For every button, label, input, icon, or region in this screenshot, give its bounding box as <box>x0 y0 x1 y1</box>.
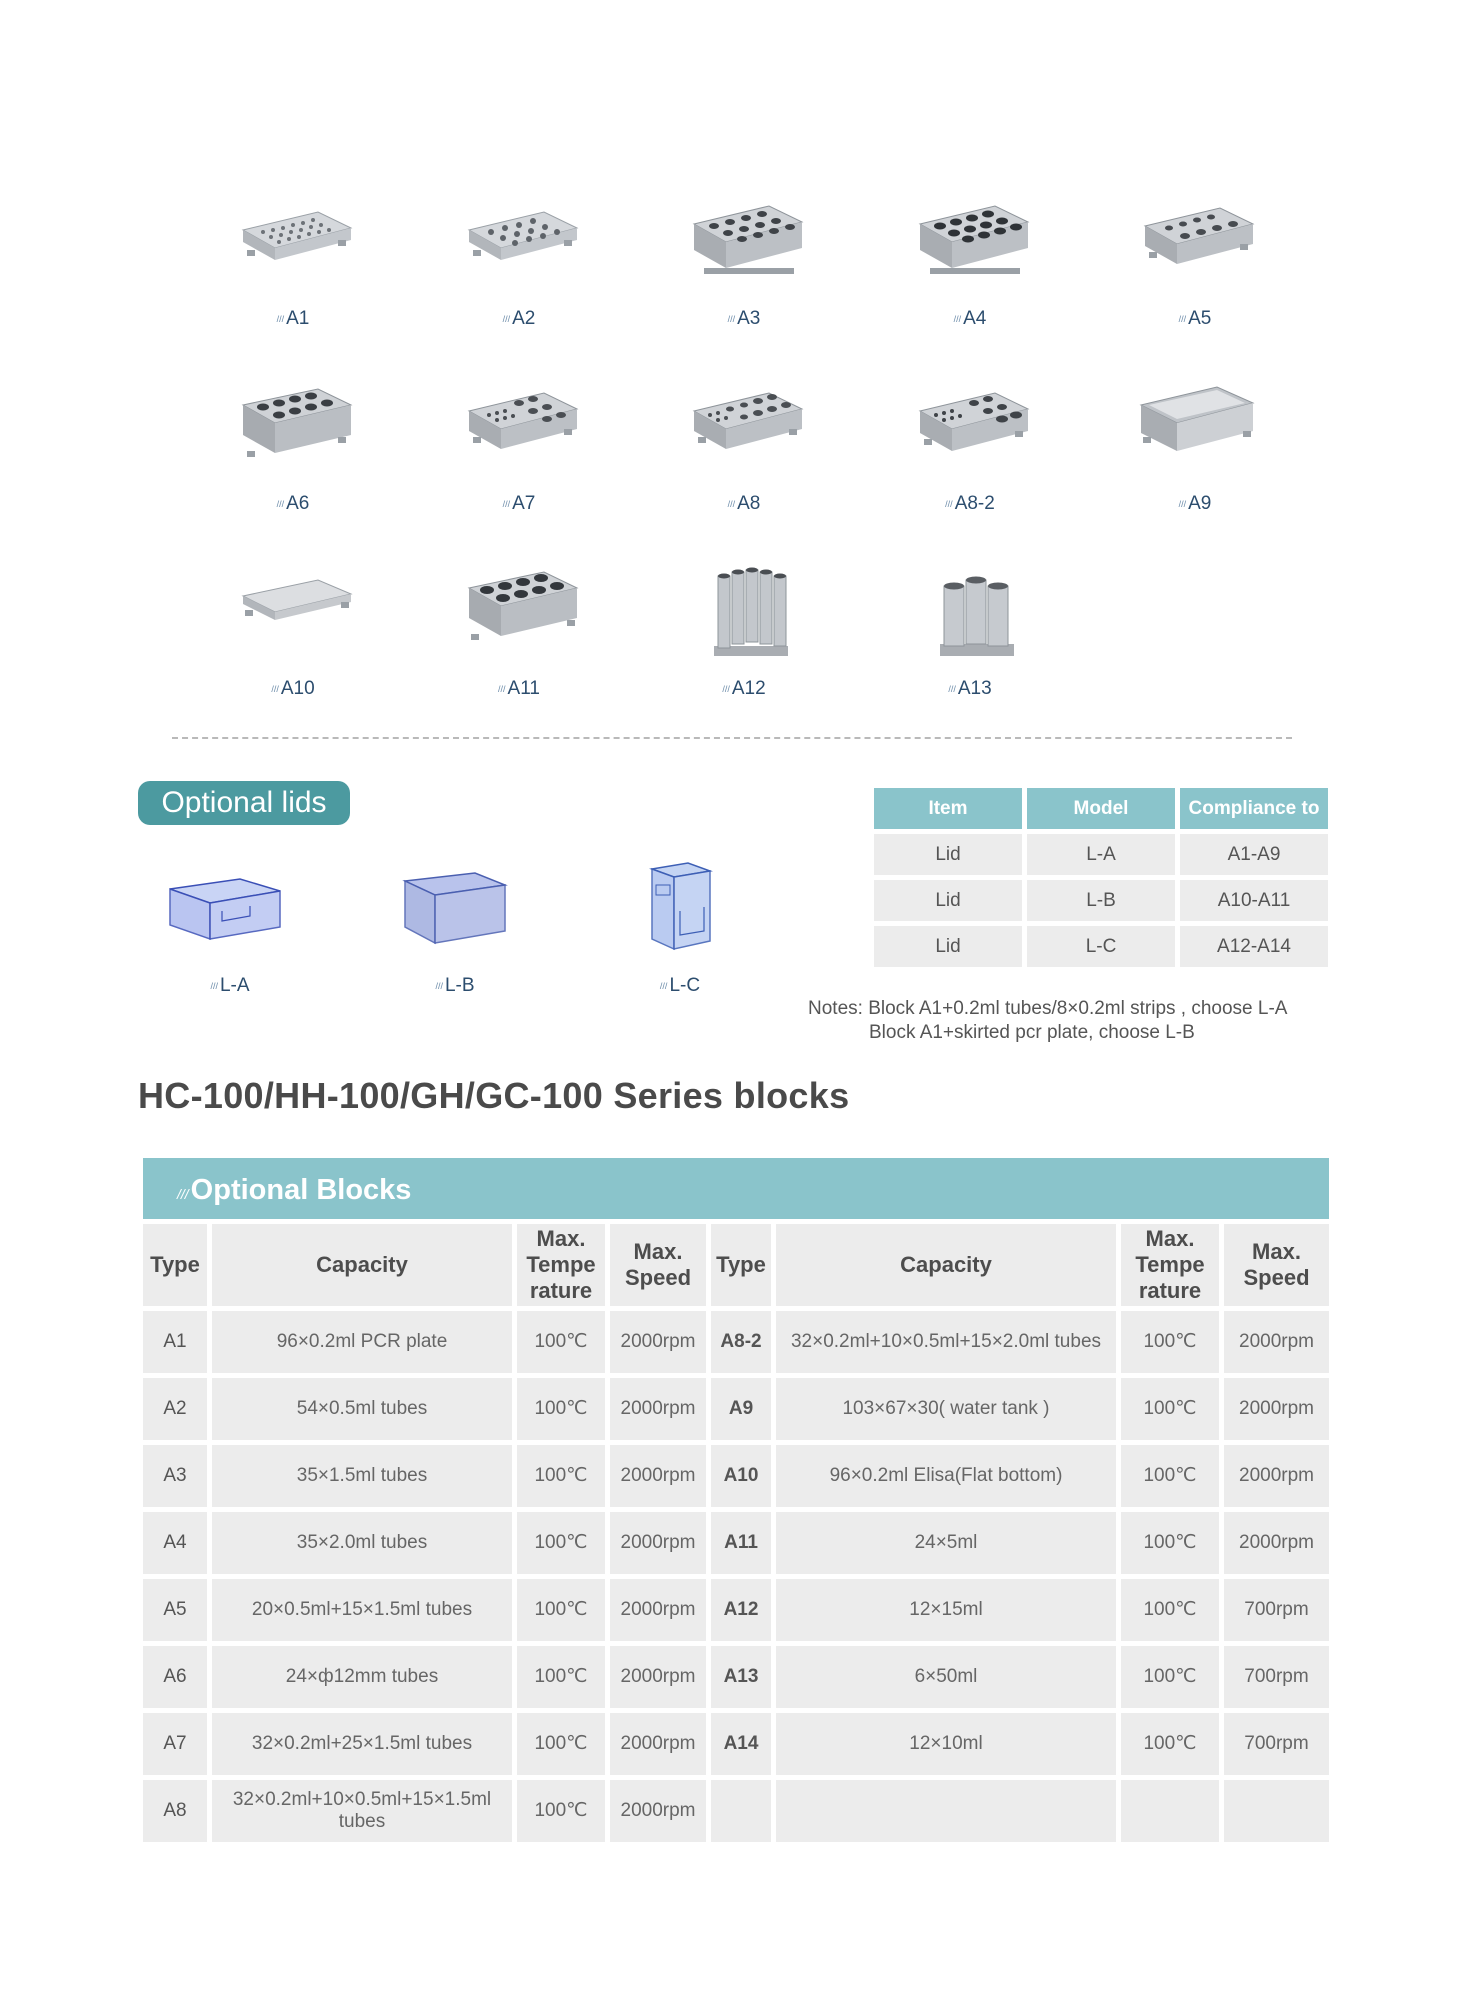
header-capacity: Capacity <box>212 1224 512 1306</box>
clear-lid-low-icon <box>160 855 290 965</box>
heating-block-combo-3-icon <box>900 375 1040 485</box>
table-cell-speed: 2000rpm <box>610 1311 706 1373</box>
table-cell-capacity: 32×0.2ml+10×0.5ml+15×1.5ml tubes <box>212 1780 512 1842</box>
table-cell-temp: 100℃ <box>1121 1579 1219 1641</box>
table-cell-temp: 100℃ <box>517 1713 605 1775</box>
lid-table-header-compliance: Compliance to <box>1180 788 1328 829</box>
optional-lids-heading: Optional lids <box>138 781 350 825</box>
table-cell-speed: 2000rpm <box>610 1579 706 1641</box>
table-cell-temp: 100℃ <box>517 1780 605 1842</box>
block-label: /// A8-2 <box>945 493 995 514</box>
optional-blocks-banner <box>143 1158 1329 1219</box>
block-label: /// A1 <box>276 308 310 329</box>
lid-item-l-a <box>140 855 320 1005</box>
optional-blocks-title: ///Optional Blocks <box>177 1174 412 1206</box>
table-cell-capacity: 32×0.2ml+25×1.5ml tubes <box>212 1713 512 1775</box>
lid-table-cell: Lid <box>874 880 1022 921</box>
table-cell-type: A5 <box>143 1579 207 1641</box>
block-item-a3 <box>664 190 824 330</box>
table-cell-speed: 2000rpm <box>610 1646 706 1708</box>
tall-tube-block-15ml-icon <box>674 560 814 670</box>
table-cell-capacity: 96×0.2ml PCR plate <box>212 1311 512 1373</box>
table-cell-temp: 100℃ <box>1121 1713 1219 1775</box>
flat-block-icon <box>223 560 363 670</box>
table-cell-temp: 100℃ <box>1121 1646 1219 1708</box>
header-type: Type <box>711 1224 771 1306</box>
block-label: /// A12 <box>722 678 766 699</box>
table-cell-type: A1 <box>143 1311 207 1373</box>
block-label: /// A11 <box>498 678 540 699</box>
lid-label: /// L-A <box>210 975 250 996</box>
heating-block-35-tube-2ml-icon <box>900 190 1040 300</box>
lid-item-l-c <box>590 855 770 1005</box>
block-label: /// A4 <box>953 308 987 329</box>
table-cell-temp: 100℃ <box>517 1311 605 1373</box>
lid-table-cell: L-C <box>1027 926 1175 967</box>
table-cell-speed: 2000rpm <box>1224 1311 1329 1373</box>
table-cell-speed: 2000rpm <box>610 1512 706 1574</box>
block-item-a12 <box>664 560 824 700</box>
table-cell-capacity: 6×50ml <box>776 1646 1116 1708</box>
lid-table-cell: L-B <box>1027 880 1175 921</box>
table-cell-capacity: 12×15ml <box>776 1579 1116 1641</box>
table-cell-temp: 100℃ <box>517 1579 605 1641</box>
table-cell-speed: 2000rpm <box>1224 1512 1329 1574</box>
lid-label: /// L-B <box>435 975 475 996</box>
heating-block-5ml-icon <box>449 560 589 670</box>
table-cell-speed <box>1224 1780 1329 1842</box>
table-cell-type: A2 <box>143 1378 207 1440</box>
table-cell-capacity: 96×0.2ml Elisa(Flat bottom) <box>776 1445 1116 1507</box>
table-cell-temp <box>1121 1780 1219 1842</box>
block-item-a10 <box>213 560 373 700</box>
table-cell-temp: 100℃ <box>517 1512 605 1574</box>
lid-table-cell: Lid <box>874 834 1022 875</box>
header-max-speed: Max. Speed <box>1224 1224 1329 1306</box>
table-cell-capacity: 103×67×30( water tank ) <box>776 1378 1116 1440</box>
block-item-a13 <box>890 560 1050 700</box>
table-cell-speed: 2000rpm <box>610 1378 706 1440</box>
clear-lid-high-icon <box>385 855 515 965</box>
header-max-temperature: Max. Tempe rature <box>517 1224 605 1306</box>
heating-block-35-tube-icon <box>674 190 814 300</box>
table-cell-temp: 100℃ <box>517 1646 605 1708</box>
table-cell-temp: 100℃ <box>1121 1311 1219 1373</box>
table-cell-capacity: 24×5ml <box>776 1512 1116 1574</box>
table-cell-type: A7 <box>143 1713 207 1775</box>
table-cell-capacity <box>776 1780 1116 1842</box>
table-cell-temp: 100℃ <box>517 1445 605 1507</box>
lid-table-cell: A1-A9 <box>1180 834 1328 875</box>
table-cell-type: A13 <box>711 1646 771 1708</box>
table-cell-type: A3 <box>143 1445 207 1507</box>
header-max-temperature: Max. Tempe rature <box>1121 1224 1219 1306</box>
block-item-a6 <box>213 375 373 515</box>
block-label: /// A3 <box>727 308 761 329</box>
block-label: /// A13 <box>948 678 992 699</box>
block-item-a11 <box>439 560 599 700</box>
lid-notes <box>808 997 1287 1045</box>
table-cell-capacity: 35×1.5ml tubes <box>212 1445 512 1507</box>
table-cell-type: A12 <box>711 1579 771 1641</box>
table-cell-type: A10 <box>711 1445 771 1507</box>
block-item-a8 <box>664 375 824 515</box>
header-capacity: Capacity <box>776 1224 1116 1306</box>
lid-table-cell: A12-A14 <box>1180 926 1328 967</box>
block-label: /// A5 <box>1178 308 1212 329</box>
table-cell-speed: 700rpm <box>1224 1713 1329 1775</box>
block-item-a2 <box>439 190 599 330</box>
series-title: HC-100/HH-100/GH/GC-100 Series blocks <box>138 1075 850 1116</box>
table-cell-speed: 2000rpm <box>610 1780 706 1842</box>
table-cell-speed: 2000rpm <box>1224 1378 1329 1440</box>
block-item-a9 <box>1115 375 1275 515</box>
table-cell-capacity: 24×ф12mm tubes <box>212 1646 512 1708</box>
table-cell-type: A4 <box>143 1512 207 1574</box>
table-cell-speed: 2000rpm <box>610 1445 706 1507</box>
table-cell-capacity: 12×10ml <box>776 1713 1116 1775</box>
block-label: /// A9 <box>1178 493 1212 514</box>
tall-tube-block-50ml-icon <box>900 560 1040 670</box>
table-cell-capacity: 54×0.5ml tubes <box>212 1378 512 1440</box>
table-cell-temp: 100℃ <box>517 1378 605 1440</box>
block-label: /// A10 <box>271 678 315 699</box>
table-cell-speed: 2000rpm <box>610 1713 706 1775</box>
table-cell-capacity: 32×0.2ml+10×0.5ml+15×2.0ml tubes <box>776 1311 1116 1373</box>
heating-block-mixed-tube-icon <box>1125 190 1265 300</box>
table-cell-speed: 2000rpm <box>1224 1445 1329 1507</box>
block-label: /// A8 <box>727 493 761 514</box>
block-item-a5 <box>1115 190 1275 330</box>
table-cell-type: A11 <box>711 1512 771 1574</box>
table-cell-type: A9 <box>711 1378 771 1440</box>
table-cell-temp: 100℃ <box>1121 1445 1219 1507</box>
header-max-speed: Max. Speed <box>610 1224 706 1306</box>
table-cell-capacity: 20×0.5ml+15×1.5ml tubes <box>212 1579 512 1641</box>
heating-block-54-tube-icon <box>449 190 589 300</box>
section-divider <box>172 737 1292 739</box>
water-tank-block-icon <box>1125 375 1265 485</box>
table-cell-speed: 700rpm <box>1224 1579 1329 1641</box>
table-cell-capacity: 35×2.0ml tubes <box>212 1512 512 1574</box>
notes-line-1: Notes: Block A1+0.2ml tubes/8×0.2ml strips , choose L-A <box>808 998 1288 1019</box>
lid-table-cell: A10-A11 <box>1180 880 1328 921</box>
table-cell-temp: 100℃ <box>1121 1378 1219 1440</box>
table-cell-temp: 100℃ <box>1121 1512 1219 1574</box>
table-cell-type: A6 <box>143 1646 207 1708</box>
lid-item-l-b <box>365 855 545 1005</box>
block-label: /// A2 <box>502 308 536 329</box>
table-cell-type: A8-2 <box>711 1311 771 1373</box>
table-cell-type: A8 <box>143 1780 207 1842</box>
block-label: /// A6 <box>276 493 310 514</box>
lid-table-header-model: Model <box>1027 788 1175 829</box>
block-item-a8-2 <box>890 375 1050 515</box>
heating-block-combo-icon <box>449 375 589 485</box>
heating-block-combo-2-icon <box>674 375 814 485</box>
table-cell-type <box>711 1780 771 1842</box>
block-label: /// A7 <box>502 493 536 514</box>
table-cell-type: A14 <box>711 1713 771 1775</box>
block-item-a1 <box>213 190 373 330</box>
lid-table-cell: L-A <box>1027 834 1175 875</box>
lid-table-cell: Lid <box>874 926 1022 967</box>
header-type: Type <box>143 1224 207 1306</box>
block-item-a7 <box>439 375 599 515</box>
notes-line-2: Block A1+skirted pcr plate, choose L-B <box>869 1022 1195 1043</box>
heating-block-12mm-tube-icon <box>223 375 363 485</box>
lid-label: /// L-C <box>659 975 701 996</box>
clear-lid-tall-icon <box>610 855 740 965</box>
table-cell-speed: 700rpm <box>1224 1646 1329 1708</box>
heating-block-96-well-icon <box>223 190 363 300</box>
block-item-a4 <box>890 190 1050 330</box>
lid-table-header-item: Item <box>874 788 1022 829</box>
